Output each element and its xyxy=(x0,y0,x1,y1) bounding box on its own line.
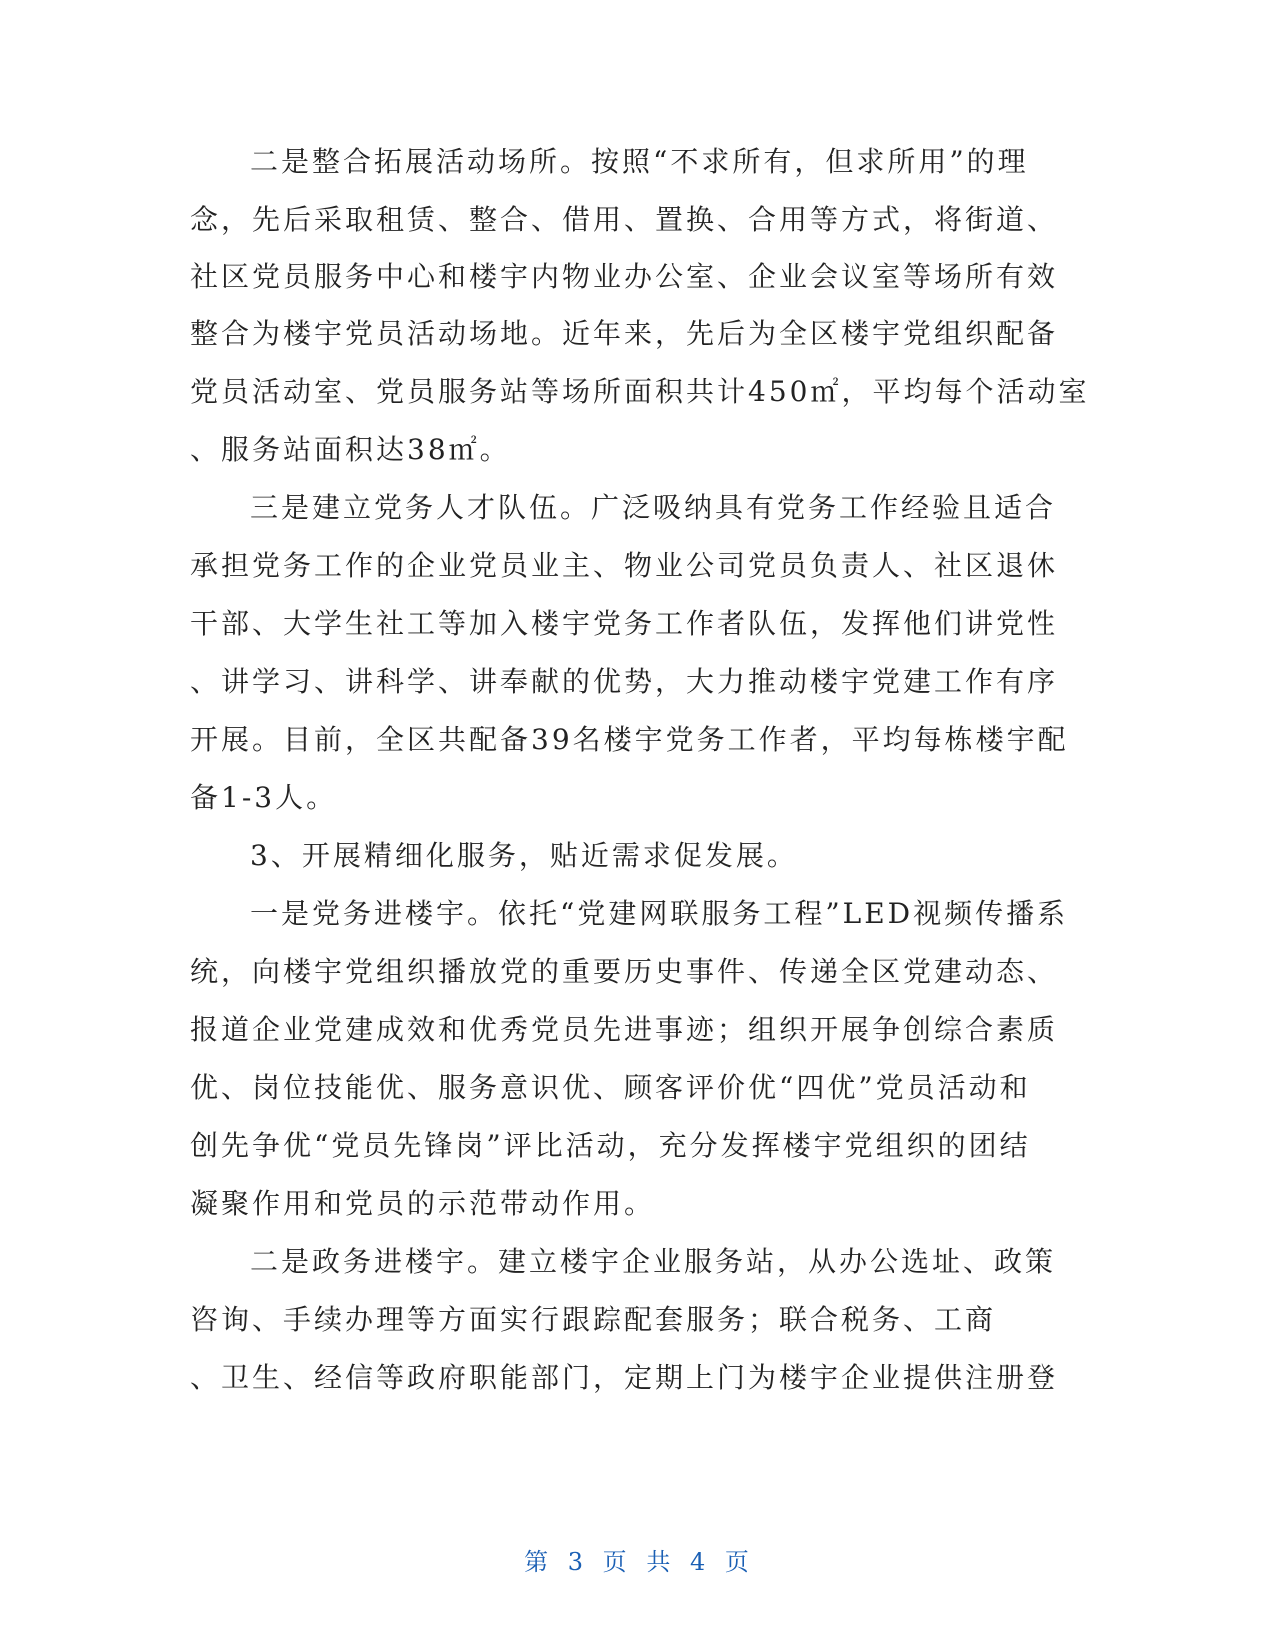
text-line-12: 备1-3人。 xyxy=(190,781,338,814)
text-line-18: 创先争优“党员先锋岗”评比活动，充分发挥楼宇党组织的团结 xyxy=(190,1129,1031,1162)
text-line-3: 社区党员服务中心和楼宇内物业办公室、企业会议室等场所有效 xyxy=(190,260,1059,293)
text-line-2: 念，先后采取租赁、整合、借用、置换、合用等方式，将街道、 xyxy=(190,203,1059,236)
text-line-20: 二是政务进楼宇。建立楼宇企业服务站，从办公选址、政策 xyxy=(250,1245,1057,1278)
text-line-7: 三是建立党务人才队伍。广泛吸纳具有党务工作经验且适合 xyxy=(250,491,1057,524)
text-line-14: 一是党务进楼宇。依托“党建网联服务工程”LED视频传播系 xyxy=(250,897,1069,930)
text-line-4: 整合为楼宇党员活动场地。近年来，先后为全区楼宇党组织配备 xyxy=(190,317,1059,350)
text-line-9: 干部、大学生社工等加入楼宇党务工作者队伍，发挥他们讲党性 xyxy=(190,607,1059,640)
text-line-16: 报道企业党建成效和优秀党员先进事迹；组织开展争创综合素质 xyxy=(190,1013,1059,1046)
footer-page-word: 页 xyxy=(602,1548,629,1576)
text-line-1: 二是整合拓展活动场所。按照“不求所有，但求所用”的理 xyxy=(250,145,1029,178)
text-line-5: 党员活动室、党员服务站等场所面积共计450㎡，平均每个活动室 xyxy=(190,375,1090,408)
text-line-15: 统，向楼宇党组织播放党的重要历史事件、传递全区党建动态、 xyxy=(190,955,1059,988)
text-line-11: 开展。目前，全区共配备39名楼宇党务工作者，平均每栋楼宇配 xyxy=(190,723,1069,756)
footer-prefix: 第 xyxy=(524,1548,551,1576)
text-line-8: 承担党务工作的企业党员业主、物业公司党员负责人、社区退休 xyxy=(190,549,1059,582)
text-line-6: 、服务站面积达38㎡。 xyxy=(190,433,511,466)
text-line-10: 、讲学习、讲科学、讲奉献的优势，大力推动楼宇党建工作有序 xyxy=(190,665,1059,698)
text-line-22: 、卫生、经信等政府职能部门，定期上门为楼宇企业提供注册登 xyxy=(190,1361,1059,1394)
text-line-13: 3、开展精细化服务，贴近需求促发展。 xyxy=(250,839,798,872)
text-line-17: 优、岗位技能优、服务意识优、顾客评价优“四优”党员活动和 xyxy=(190,1071,1031,1104)
text-line-21: 咨询、手续办理等方面实行跟踪配套服务；联合税务、工商 xyxy=(190,1303,997,1336)
footer-total-pages: 4 xyxy=(689,1548,708,1576)
footer-total-word: 共 xyxy=(646,1548,673,1576)
page-footer xyxy=(0,1542,1275,1577)
footer-suffix: 页 xyxy=(724,1548,751,1576)
text-line-19: 凝聚作用和党员的示范带动作用。 xyxy=(190,1187,656,1220)
footer-current-page: 3 xyxy=(567,1548,586,1576)
